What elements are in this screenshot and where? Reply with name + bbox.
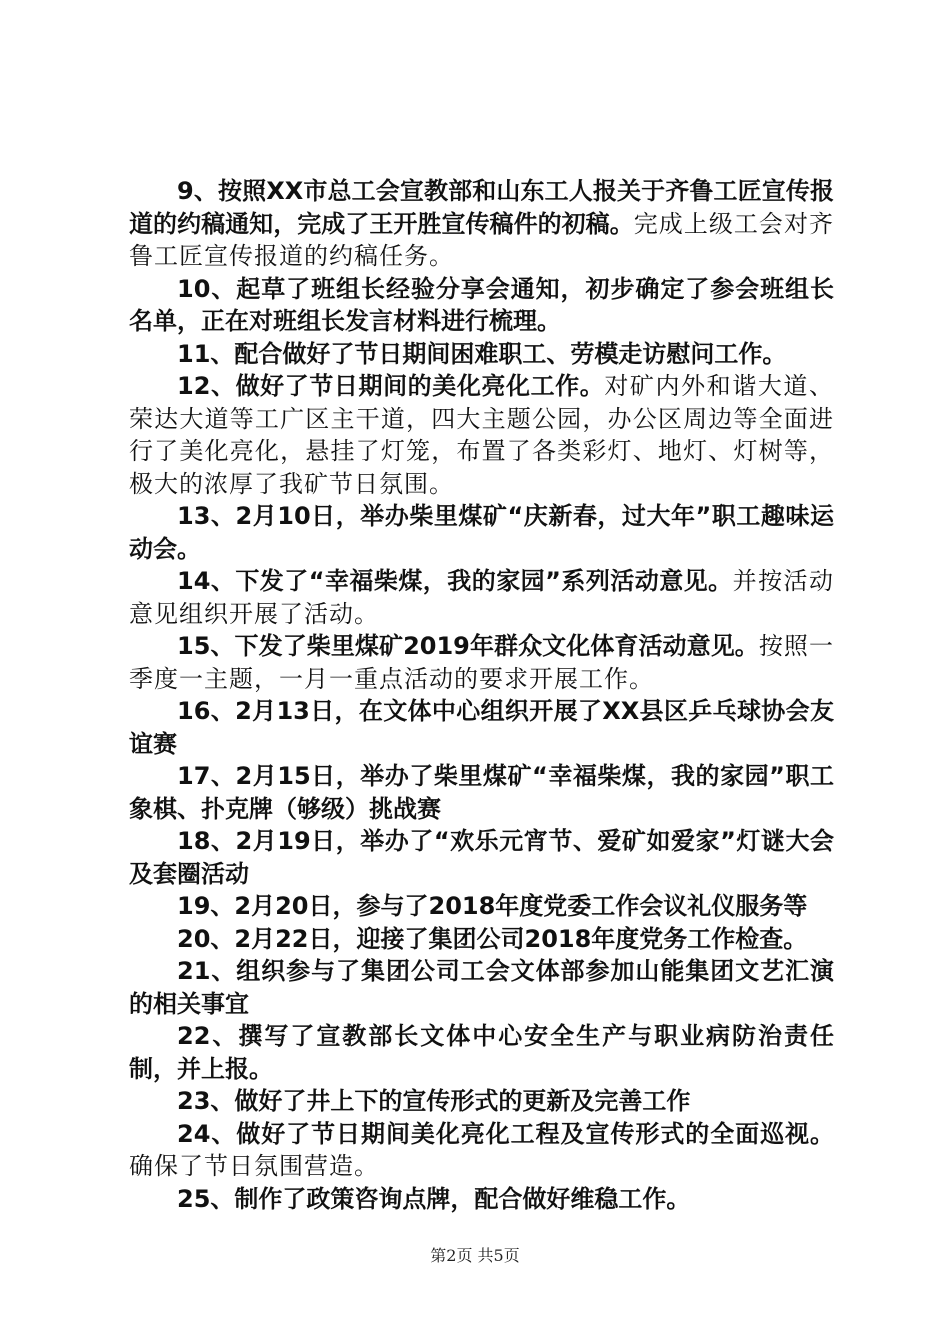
paragraph-lead: 9、按照XX市总工会宣教部和山东工人报关于齐鲁工匠宣传报道的约稿通知，完成了王开胜宣传稿件的初稿。 xyxy=(129,177,834,238)
paragraph-lead: 18、2月19日，举办了“欢乐元宵节、爱矿如爱家”灯谜大会及套圈活动 xyxy=(129,827,834,888)
paragraph-lead: 23、做好了井上下的宣传形式的更新及完善工作 xyxy=(177,1087,691,1115)
paragraph xyxy=(129,175,834,273)
paragraph xyxy=(129,955,834,1020)
paragraph xyxy=(129,500,834,565)
paragraph-lead: 25、制作了政策咨询点牌，配合做好维稳工作。 xyxy=(177,1184,691,1213)
paragraph xyxy=(129,370,834,500)
paragraph-tail: 确保了节日氛围营造。 xyxy=(129,1152,379,1180)
paragraph-lead: 10、起草了班组长经验分享会通知，初步确定了参会班组长名单，正在对班组长发言材料进行梳理。 xyxy=(129,274,834,335)
document-body xyxy=(129,175,834,1215)
paragraph-lead: 13、2月10日，举办柴里煤矿“庆新春，过大年”职工趣味运动会。 xyxy=(129,502,834,563)
paragraph-lead: 12、做好了节日期间的美化亮化工作。 xyxy=(177,372,605,400)
paragraph-tail: 完成上级工会对齐鲁工匠宣传报道的约稿任务。 xyxy=(129,209,834,270)
paragraph xyxy=(129,890,834,923)
paragraph-lead: 19、2月20日，参与了2018年度党委工作会议礼仪服务等 xyxy=(177,892,808,920)
paragraph xyxy=(129,565,834,630)
paragraph-lead: 15、下发了柴里煤矿2019年群众文化体育活动意见。 xyxy=(177,632,759,660)
paragraph xyxy=(129,825,834,890)
paragraph xyxy=(129,760,834,825)
paragraph xyxy=(129,338,834,371)
paragraph xyxy=(129,1085,834,1118)
paragraph-tail: 对矿内外和谐大道、荣达大道等工广区主干道，四大主题公园，办公区周边等全面进行了美化亮化，悬挂了灯笼，布置了各类彩灯、地灯、灯树等，极大的浓厚了我矿节日氛围。 xyxy=(129,372,834,498)
paragraph xyxy=(129,923,834,956)
paragraph-tail: 按照一季度一主题，一月一重点活动的要求开展工作。 xyxy=(129,632,834,693)
paragraph xyxy=(129,1118,834,1183)
paragraph xyxy=(129,1020,834,1085)
paragraph-lead: 24、做好了节日期间美化亮化工程及宣传形式的全面巡视。 xyxy=(177,1119,834,1148)
paragraph-lead: 20、2月22日，迎接了集团公司2018年度党务工作检查。 xyxy=(177,924,808,953)
paragraph-lead: 17、2月15日，举办了柴里煤矿“幸福柴煤，我的家园”职工象棋、扑克牌（够级）挑战赛 xyxy=(129,762,834,823)
paragraph-lead: 11、配合做好了节日期间困难职工、劳模走访慰问工作。 xyxy=(177,339,787,368)
page-footer: 第2页 共5页 xyxy=(430,1246,520,1265)
paragraph xyxy=(129,630,834,695)
paragraph-tail: 并按活动意见组织开展了活动。 xyxy=(129,567,834,628)
paragraph xyxy=(129,695,834,760)
paragraph-lead: 22、撰写了宣教部长文体中心安全生产与职业病防治责任制，并上报。 xyxy=(129,1022,834,1083)
paragraph-lead: 16、2月13日，在文体中心组织开展了XX县区乒乓球协会友谊赛 xyxy=(129,697,834,758)
paragraph-lead: 21、组织参与了集团公司工会文体部参加山能集团文艺汇演的相关事宜 xyxy=(129,957,834,1018)
paragraph xyxy=(129,1183,834,1216)
paragraph xyxy=(129,273,834,338)
paragraph-lead: 14、下发了“幸福柴煤，我的家园”系列活动意见。 xyxy=(177,567,733,595)
